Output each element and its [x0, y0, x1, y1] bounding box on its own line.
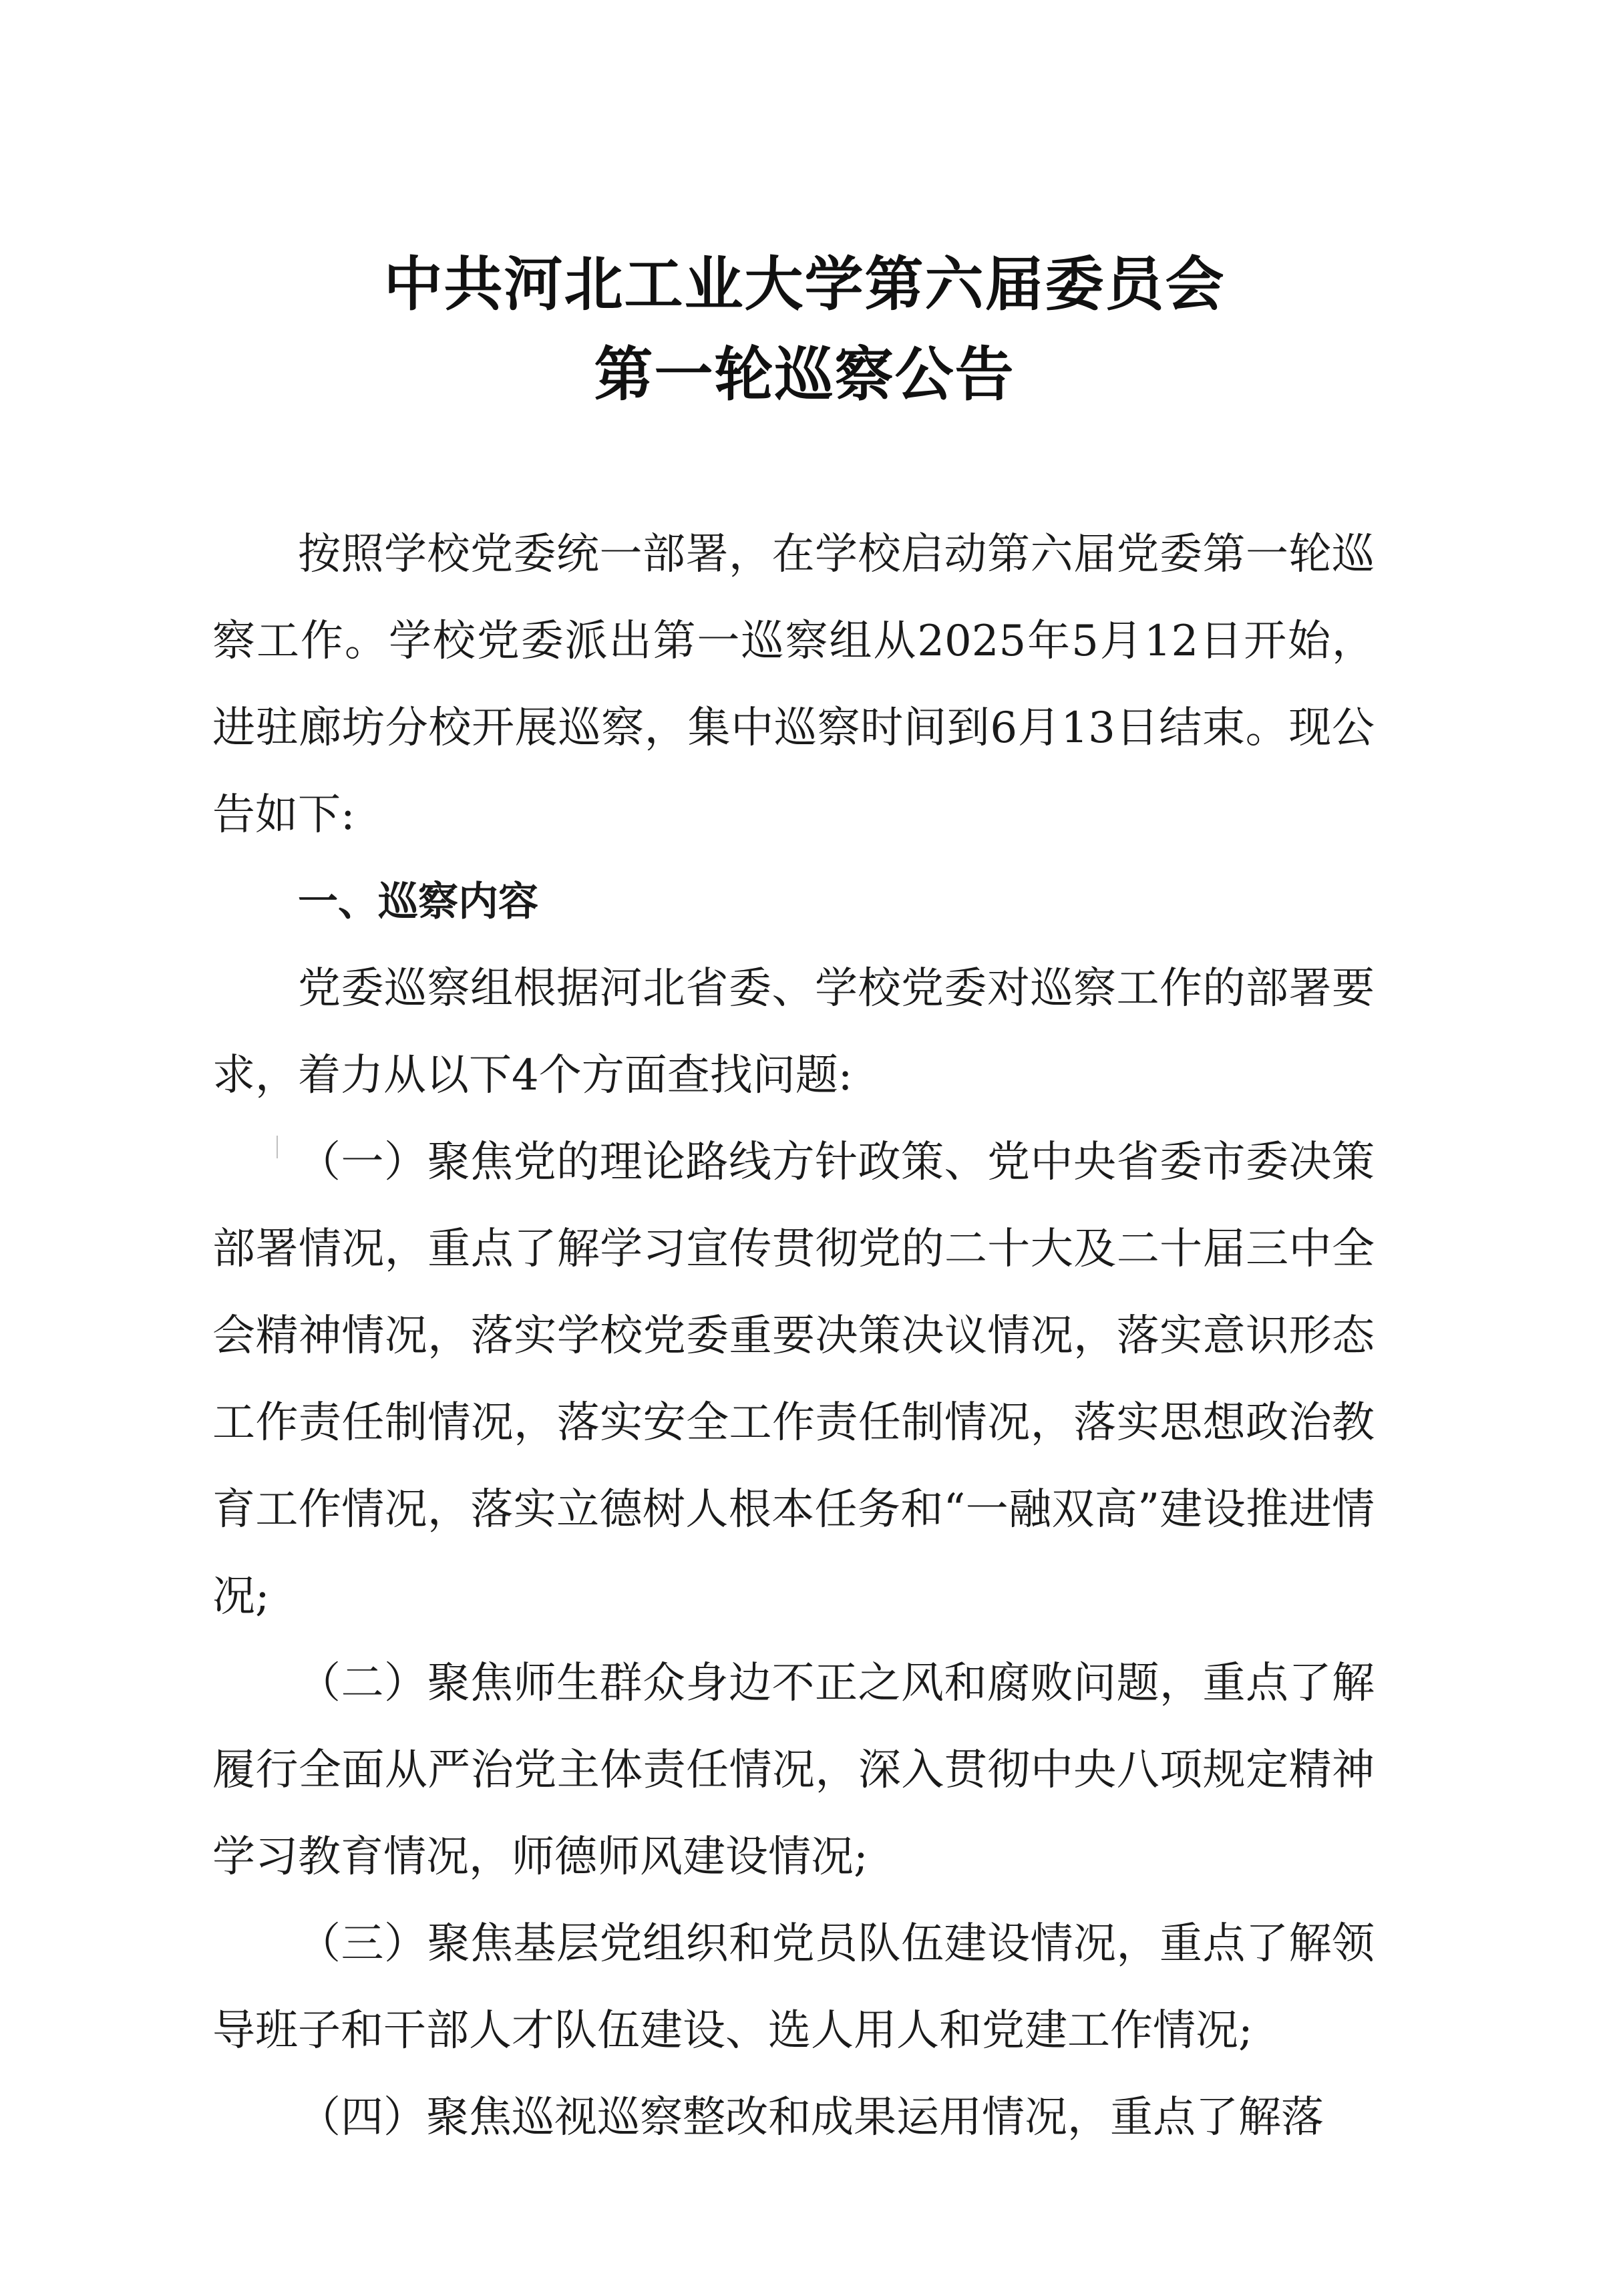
- document-body: [212, 511, 1375, 2161]
- paragraph-item-4: （四）聚焦巡视巡察整改和成果运用情况，重点了解落: [298, 2093, 1324, 2142]
- document-title-line2: 第一轮巡察公告: [594, 339, 1015, 409]
- paragraph-item-3: （三）聚焦基层党组织和党员队伍建设情况，重点了解领导班子和干部人才队伍建设、选人用人和党建工作情况;: [212, 1919, 1375, 2056]
- document-title-line1: 中共河北工业大学第六届委员会: [383, 249, 1226, 319]
- paragraph-item-1: （一）聚焦党的理论路线方针政策、党中央省委市委决策部署情况，重点了解学习宣传贯彻党的二十大及二十届三中全会精神情况，落实学校党委重要决策决议情况，落实意识形态工作责任制情况，落实安全工作责任制情况，落实思想政治教育工作情况，落实立德树人根本任务和“一融双高”建设推进情况;: [212, 1138, 1375, 1621]
- section-heading-inspection-content: 一、巡察内容: [298, 878, 538, 925]
- paragraph-requirements: 党委巡察组根据河北省委、学校党委对巡察工作的部署要求，着力从以下4个方面查找问题:: [212, 964, 1375, 1100]
- scan-artifact-mark: [277, 1136, 278, 1158]
- paragraph-item-2: （二）聚焦师生群众身边不正之风和腐败问题，重点了解履行全面从严治党主体责任情况，深入贯彻中央八项规定精神学习教育情况，师德师风建设情况;: [212, 1659, 1375, 1882]
- paragraph-intro: 按照学校党委统一部署，在学校启动第六届党委第一轮巡察工作。学校党委派出第一巡察组从2025年5月12日开始，进驻廊坊分校开展巡察，集中巡察时间到6月13日结束。现公告如下:: [212, 530, 1375, 840]
